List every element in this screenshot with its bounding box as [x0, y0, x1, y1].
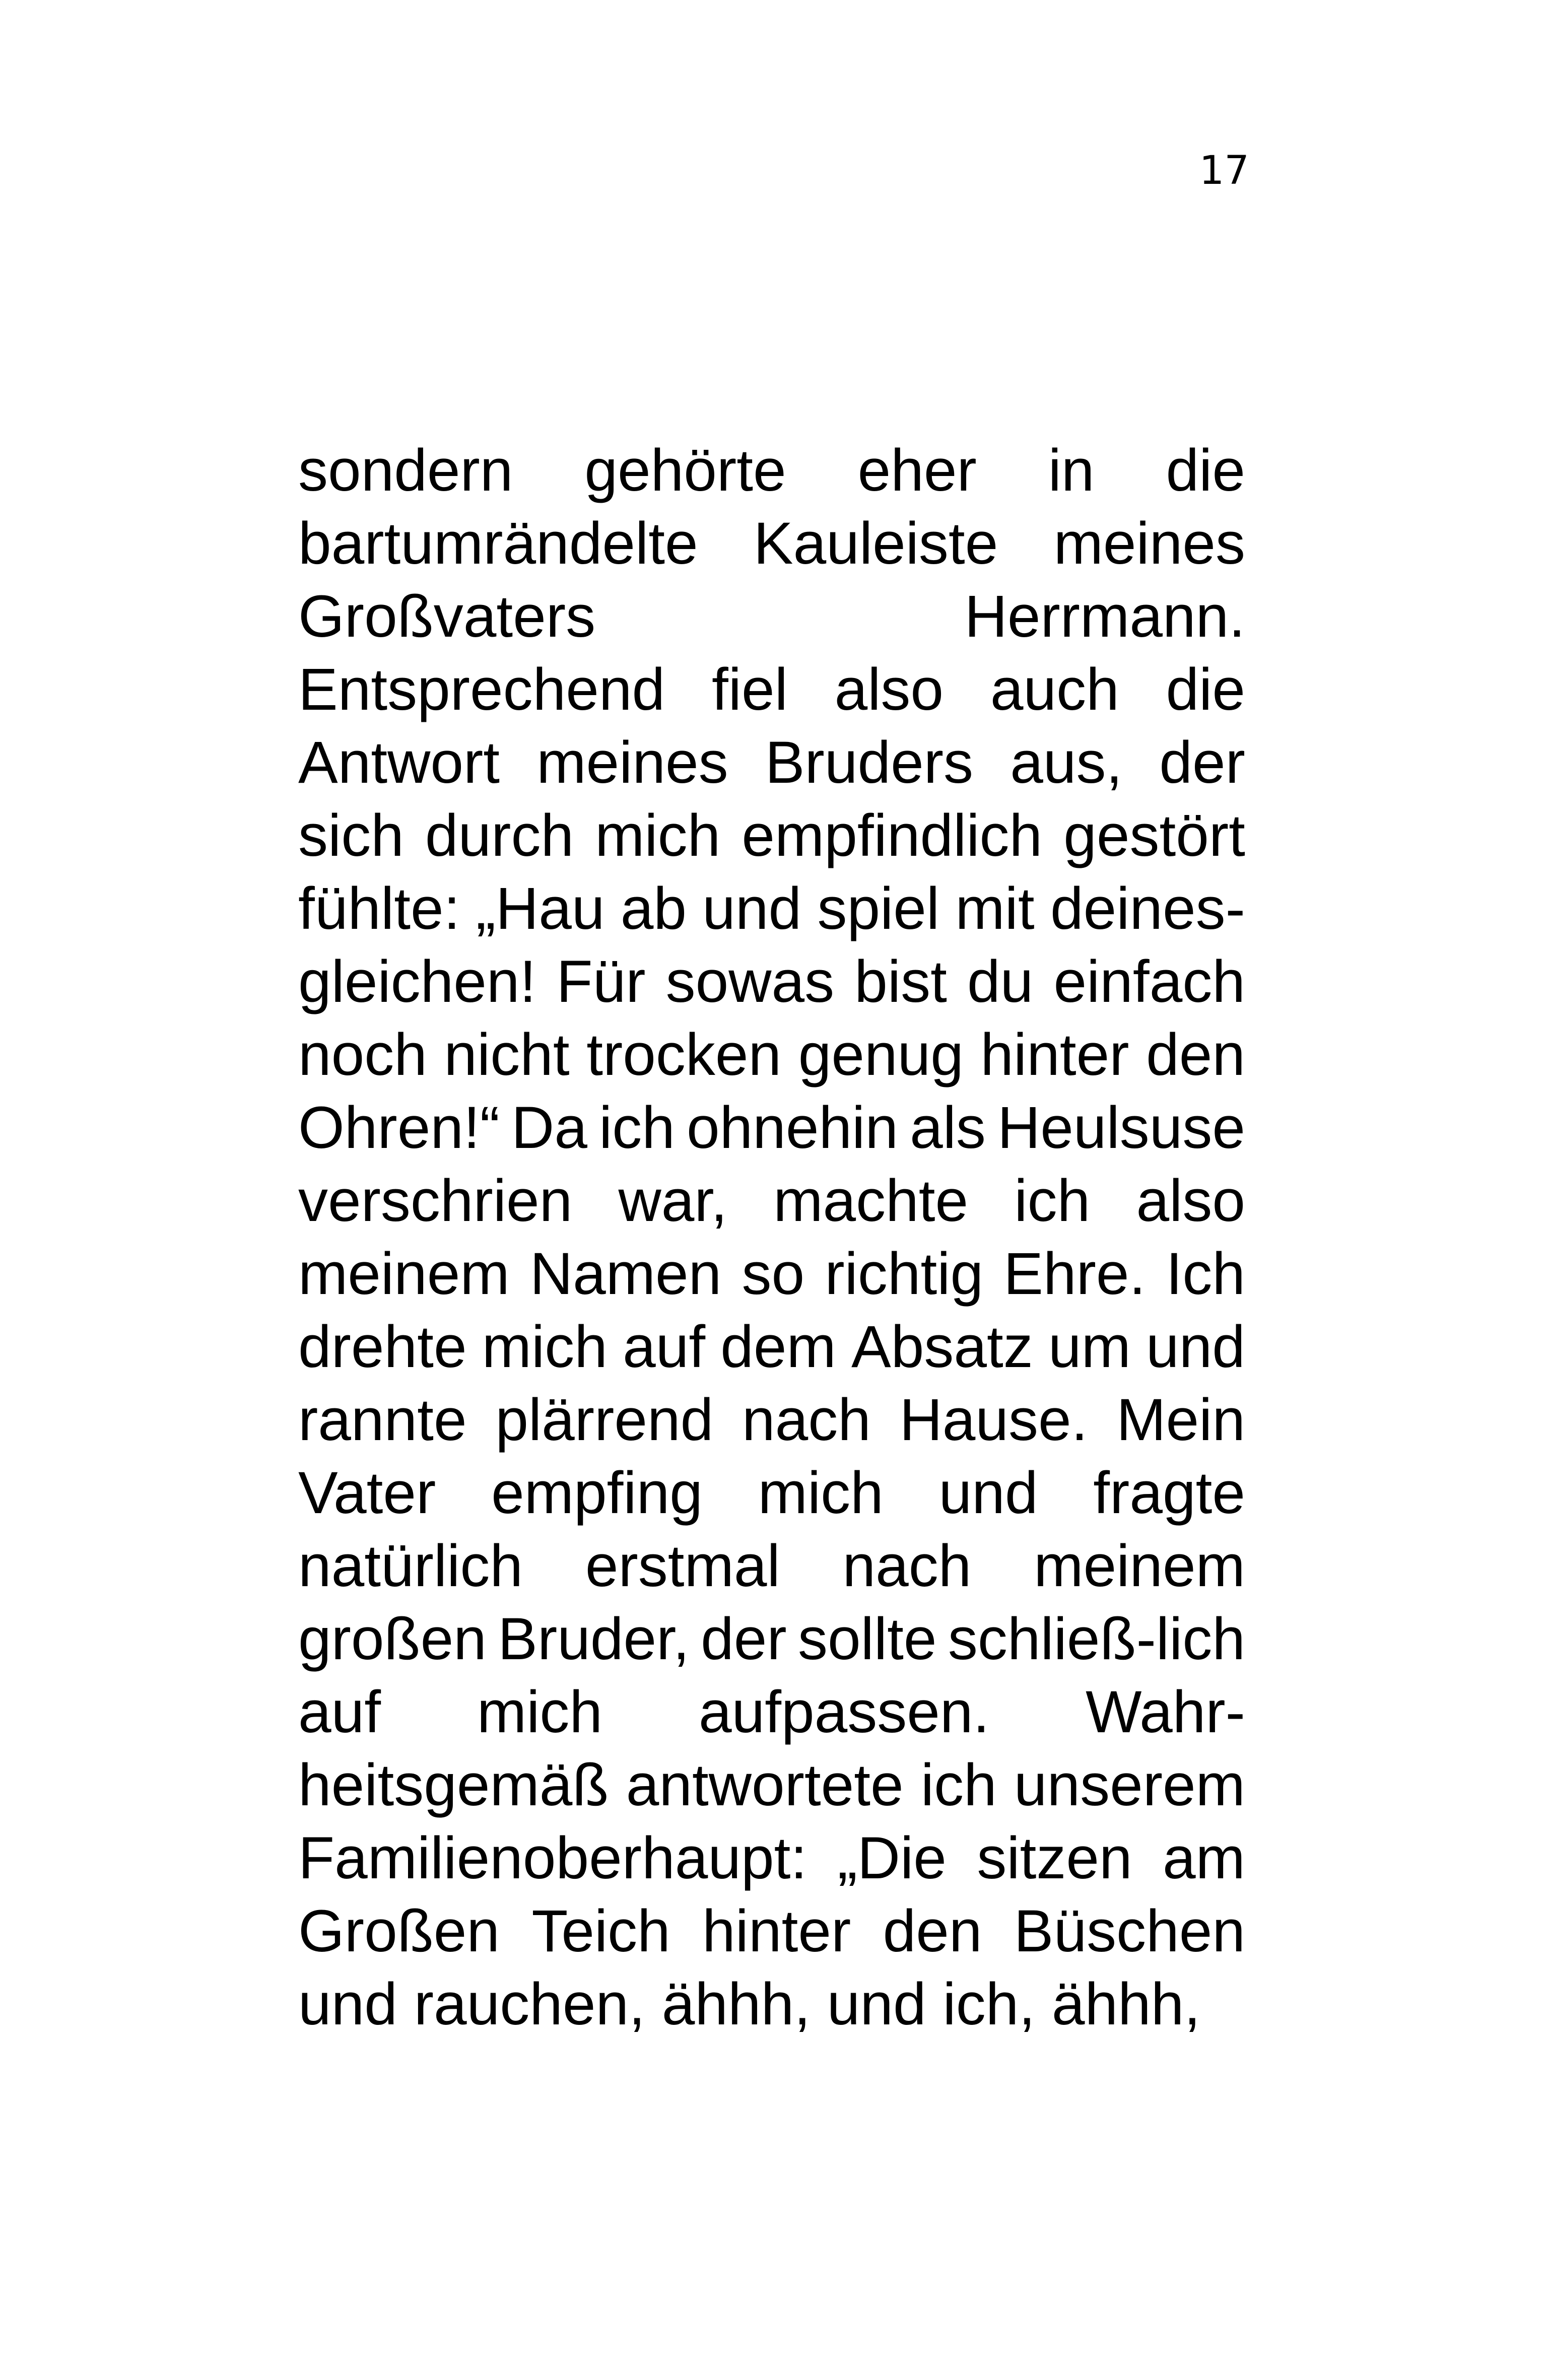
word: nach [842, 1533, 972, 1599]
word: meines [1053, 510, 1245, 577]
word: rauchen, [414, 1971, 645, 2037]
word: und [827, 1971, 926, 2037]
word: antwortete [626, 1752, 904, 1818]
word: bist [854, 948, 947, 1015]
word: Kauleiste [753, 510, 998, 577]
word: Vater [298, 1460, 436, 1526]
word: Bruders [765, 729, 973, 796]
text-line [298, 1311, 1245, 1384]
word: ich [599, 1095, 675, 1161]
word: mit [955, 875, 1035, 942]
text-line [298, 1092, 1245, 1165]
word: „Hau [476, 875, 605, 942]
word: sollte [798, 1606, 937, 1672]
word: um [1048, 1314, 1131, 1380]
word: fühlte: [298, 875, 460, 942]
word: natürlich [298, 1533, 523, 1599]
word: ähhh, [1051, 1971, 1201, 2037]
word: durch [425, 802, 574, 869]
word: sitzen [977, 1825, 1132, 1891]
word: deines- [1050, 875, 1245, 942]
word: nach [742, 1387, 871, 1453]
word: meines [536, 729, 728, 796]
word: fragte [1093, 1460, 1245, 1526]
word: fiel [711, 656, 788, 723]
word: so [742, 1241, 805, 1307]
word: ich [920, 1752, 997, 1818]
word: den [1146, 1022, 1245, 1088]
word: Bruder, [498, 1606, 690, 1672]
word: den [883, 1898, 982, 1964]
word: gestört [1063, 802, 1245, 869]
word: als [910, 1095, 986, 1161]
word: gleichen! [298, 948, 536, 1015]
word: erstmal [585, 1533, 780, 1599]
word: auf [623, 1314, 706, 1380]
word: du [967, 948, 1034, 1015]
word: Da [511, 1095, 587, 1161]
word: unserem [1014, 1752, 1245, 1818]
word: mich [482, 1314, 608, 1380]
word: Ich [1166, 1241, 1245, 1307]
word: „Die [837, 1825, 947, 1891]
word: Großvaters [298, 583, 596, 650]
text-line [298, 1822, 1245, 1895]
word: die [1166, 656, 1245, 723]
text-line [298, 1968, 1245, 2041]
word: Großen [298, 1898, 500, 1964]
word: ich [1014, 1168, 1091, 1234]
word: empfing [491, 1460, 703, 1526]
word: also [1136, 1168, 1245, 1234]
word: meinem [298, 1241, 510, 1307]
text-line [298, 580, 1245, 653]
word: ähhh, [661, 1971, 811, 2037]
word: und [1146, 1314, 1245, 1380]
text-line [298, 1165, 1245, 1238]
word: auch [990, 656, 1119, 723]
word: Ehre. [1003, 1241, 1146, 1307]
text-line [298, 1018, 1245, 1092]
word: einfach [1053, 948, 1245, 1015]
word: Mein [1116, 1387, 1245, 1453]
word: der [701, 1606, 787, 1672]
word: spiel [817, 875, 940, 942]
word: meinem [1034, 1533, 1245, 1599]
word: am [1163, 1825, 1245, 1891]
text-line [298, 799, 1245, 872]
word: plärrend [495, 1387, 714, 1453]
word: schließ-lich [948, 1606, 1245, 1672]
word: Familienoberhaupt: [298, 1825, 807, 1891]
word: dem [720, 1314, 836, 1380]
word: eher [857, 437, 977, 504]
text-line [298, 1676, 1245, 1749]
word: Hause. [899, 1387, 1088, 1453]
text-line [298, 1238, 1245, 1311]
text-line [298, 653, 1245, 726]
word: Ohren!“ [298, 1095, 500, 1161]
word: sondern [298, 437, 513, 504]
text-line [298, 1749, 1245, 1822]
text-line [298, 872, 1245, 945]
word: machte [773, 1168, 969, 1234]
word: Wahr- [1086, 1679, 1245, 1745]
word: gehörte [584, 437, 786, 504]
word: hinter [980, 1022, 1129, 1088]
word: und [298, 1971, 397, 2037]
word: hinter [702, 1898, 851, 1964]
word: und [702, 875, 802, 942]
word: sich [298, 802, 404, 869]
word: Heulsuse [997, 1095, 1245, 1161]
page-number: 17 [1199, 148, 1249, 193]
word: trocken [586, 1022, 782, 1088]
word: Namen [529, 1241, 722, 1307]
word: aus, [1010, 729, 1123, 796]
word: also [834, 656, 944, 723]
text-line [298, 1895, 1245, 1968]
word: ohnehin [687, 1095, 898, 1161]
word: Für [556, 948, 646, 1015]
word: in [1048, 437, 1095, 504]
word: rannte [298, 1387, 467, 1453]
word: Entsprechend [298, 656, 665, 723]
text-line [298, 1457, 1245, 1530]
word: noch [298, 1022, 427, 1088]
word: großen [298, 1606, 487, 1672]
word: mich [758, 1460, 884, 1526]
word: richtig [825, 1241, 984, 1307]
word: nicht [444, 1022, 570, 1088]
word: drehte [298, 1314, 467, 1380]
word: auf [298, 1679, 381, 1745]
word: Antwort [298, 729, 500, 796]
word: ich, [942, 1971, 1036, 2037]
word: die [1166, 437, 1245, 504]
text-line [298, 1603, 1245, 1676]
text-line [298, 507, 1245, 580]
word: Herrmann. [964, 583, 1245, 650]
word: ab [620, 875, 687, 942]
text-line [298, 1384, 1245, 1457]
word: Büschen [1014, 1898, 1245, 1964]
word: verschrien [298, 1168, 573, 1234]
word: genug [798, 1022, 964, 1088]
word: und [938, 1460, 1038, 1526]
word: Absatz [851, 1314, 1033, 1380]
text-line [298, 1530, 1245, 1603]
word: bartumrändelte [298, 510, 698, 577]
word: empfindlich [742, 802, 1043, 869]
word: Teich [531, 1898, 670, 1964]
word: der [1159, 729, 1245, 796]
text-line [298, 945, 1245, 1018]
word: aufpassen. [698, 1679, 990, 1745]
text-line [298, 726, 1245, 799]
word: sowas [665, 948, 835, 1015]
word: mich [477, 1679, 603, 1745]
word: mich [595, 802, 721, 869]
word: war, [618, 1168, 727, 1234]
word: heitsgemäß [298, 1752, 609, 1818]
body-text [298, 434, 1245, 2041]
text-line [298, 434, 1245, 507]
